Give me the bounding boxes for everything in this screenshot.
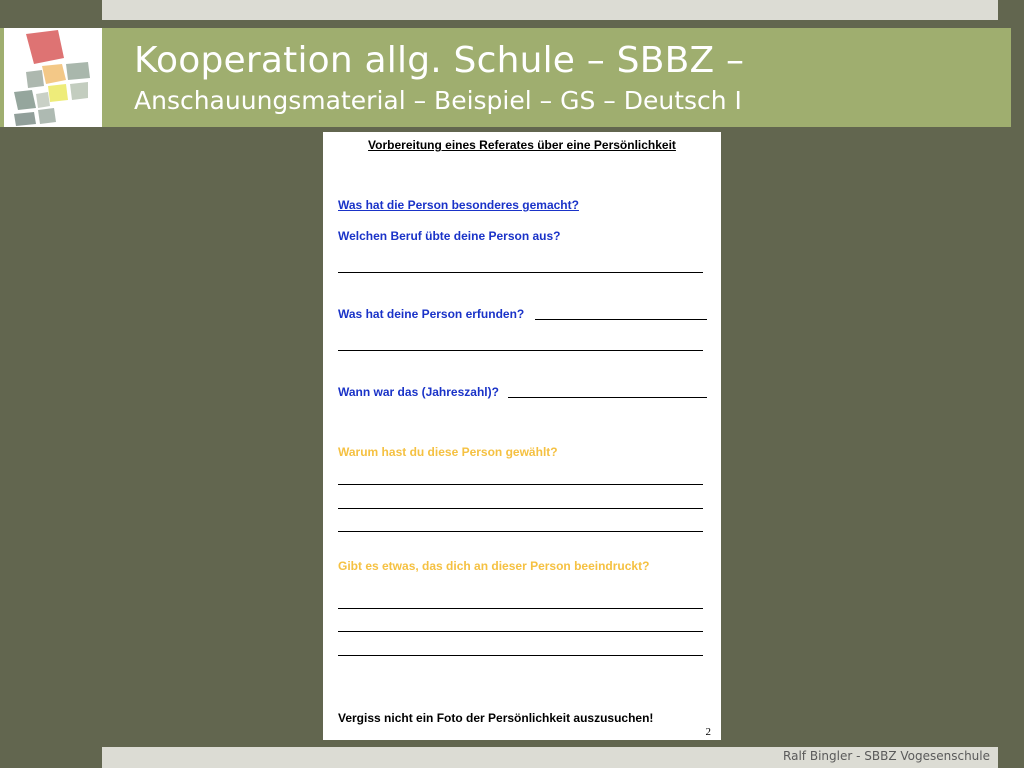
answer-line bbox=[338, 350, 703, 351]
slide-header bbox=[0, 28, 1011, 127]
worksheet-title: Vorbereitung eines Referates über eine Persönlichkeit bbox=[368, 138, 676, 152]
footer-text: Ralf Bingler - SBBZ Vogesenschule bbox=[783, 749, 990, 763]
answer-line bbox=[338, 484, 703, 485]
question-impressive: Gibt es etwas, das dich an dieser Person beeindruckt? bbox=[338, 559, 650, 573]
page-number: 2 bbox=[705, 726, 711, 738]
logo bbox=[4, 28, 102, 127]
slide-title: Kooperation allg. Schule – SBBZ – bbox=[134, 40, 745, 81]
mosaic-tiles-logo-icon bbox=[4, 28, 102, 127]
question-invention: Was hat deine Person erfunden? bbox=[338, 307, 525, 321]
slide-subtitle: Anschauungsmaterial – Beispiel – GS – Deutsch I bbox=[134, 86, 742, 115]
top-bar bbox=[102, 0, 998, 20]
answer-line bbox=[535, 319, 707, 320]
photo-reminder: Vergiss nicht ein Foto der Persönlichkeit auszusuchen! bbox=[338, 711, 654, 725]
question-why-chosen: Warum hast du diese Person gewählt? bbox=[338, 445, 558, 459]
answer-line bbox=[338, 508, 703, 509]
question-year: Wann war das (Jahreszahl)? bbox=[338, 385, 499, 399]
answer-line bbox=[338, 655, 703, 656]
question-special-achievement: Was hat die Person besonderes gemacht? bbox=[338, 198, 579, 212]
answer-line bbox=[338, 631, 703, 632]
answer-line bbox=[338, 608, 703, 609]
answer-line bbox=[338, 272, 703, 273]
answer-line bbox=[338, 531, 703, 532]
answer-line bbox=[508, 397, 707, 398]
question-profession: Welchen Beruf übte deine Person aus? bbox=[338, 229, 561, 243]
worksheet-image bbox=[323, 132, 721, 740]
